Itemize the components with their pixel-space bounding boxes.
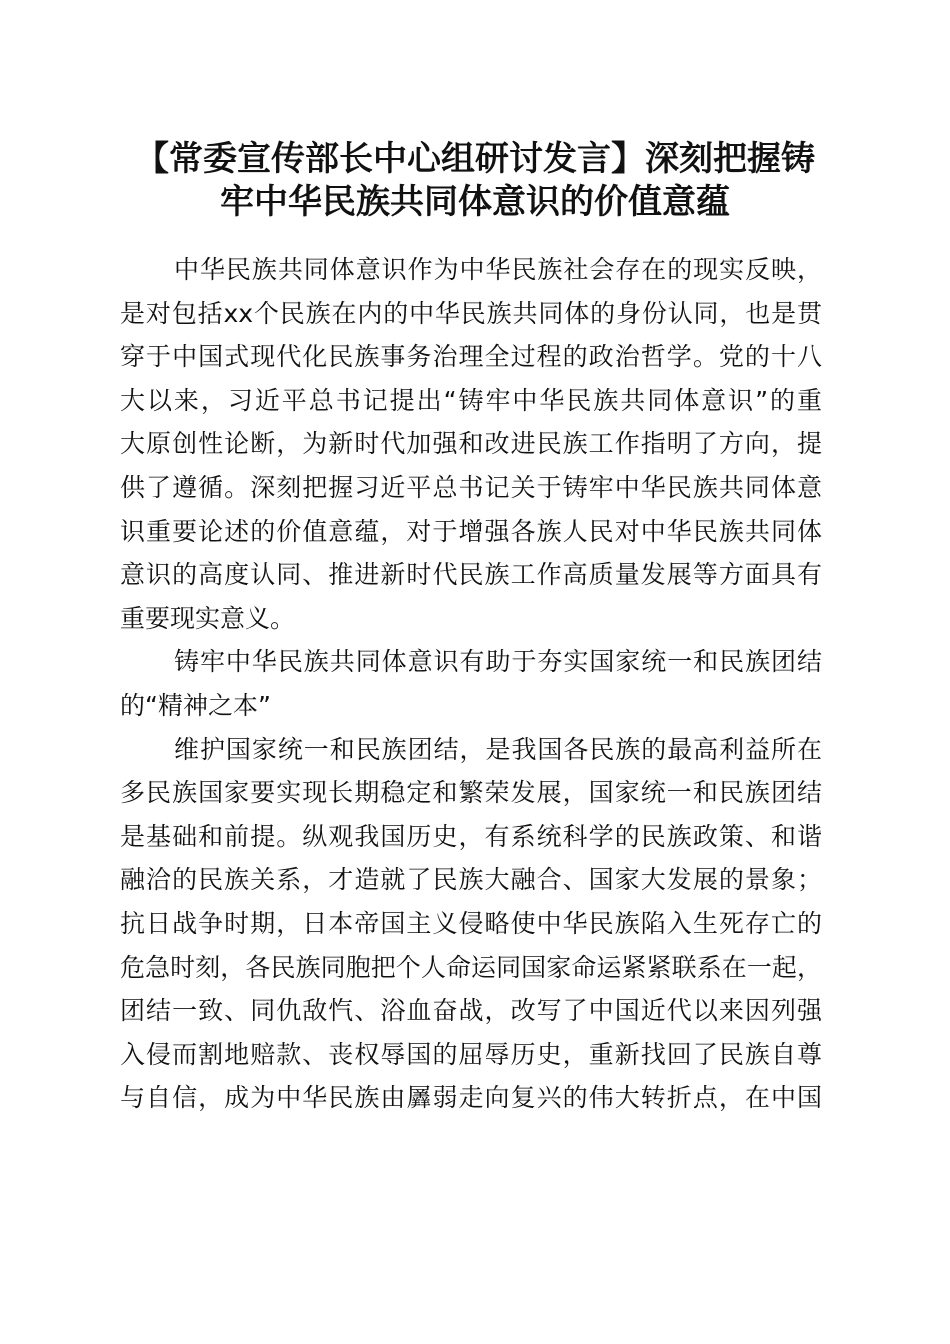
text-line: 穿于中国式现代化民族事务治理全过程的政治哲学。党的十八 <box>120 342 822 372</box>
document-body <box>120 248 822 1120</box>
text-line: 铸牢中华民族共同体意识有助于夯实国家统一和民族团结 <box>174 647 822 677</box>
text-line: 意识的高度认同、推进新时代民族工作高质量发展等方面具有 <box>120 560 822 590</box>
text-line: 中华民族共同体意识作为中华民族社会存在的现实反映， <box>174 255 822 284</box>
text-line: 团结一致、同仇敌忾、浴血奋战，改写了中国近代以来因列强 <box>120 996 822 1026</box>
paragraph-1 <box>120 248 822 640</box>
text-line: 与自信，成为中华民族由羼弱走向复兴的伟大转折点，在中国 <box>120 1083 822 1113</box>
text-line: 多民族国家要实现长期稳定和繁荣发展，国家统一和民族团结 <box>120 778 822 808</box>
title-line: 牢中华民族共同体意识的价值意蕴 <box>220 182 730 222</box>
text-line: 的“精神之本” <box>120 690 271 720</box>
text-line: 供了遵循。深刻把握习近平总书记关于铸牢中华民族共同体意 <box>120 472 822 502</box>
text-line: 入侵而割地赔款、丧权辱国的屈辱历史，重新找回了民族自尊 <box>120 1039 822 1069</box>
text-line: 维护国家统一和民族团结，是我国各民族的最高利益所在 <box>174 734 822 764</box>
text-line: 融洽的民族关系，才造就了民族大融合、国家大发展的景象； <box>120 865 822 895</box>
title-line: 【常委宣传部长中心组研讨发言】深刻把握铸 <box>135 139 815 179</box>
text-line: 大以来，习近平总书记提出“铸牢中华民族共同体意识”的重 <box>120 385 822 415</box>
text-line: 重要现实意义。 <box>120 603 296 633</box>
document-title <box>110 138 840 224</box>
section-heading <box>120 640 822 727</box>
text-line: 抗日战争时期，日本帝国主义侵略使中华民族陷入生死存亡的 <box>120 908 822 938</box>
text-line: 危急时刻，各民族同胞把个人命运同国家命运紧紧联系在一起， <box>120 952 822 982</box>
text-line: 是基础和前提。纵观我国历史，有系统科学的民族政策、和谐 <box>120 821 822 851</box>
text-line: 识重要论述的价值意蕴，对于增强各族人民对中华民族共同体 <box>120 516 822 546</box>
text-line: 大原创性论断，为新时代加强和改进民族工作指明了方向，提 <box>120 429 822 459</box>
text-line: 是对包括xx个民族在内的中华民族共同体的身份认同，也是贯 <box>120 298 822 328</box>
paragraph-2 <box>120 728 822 1120</box>
